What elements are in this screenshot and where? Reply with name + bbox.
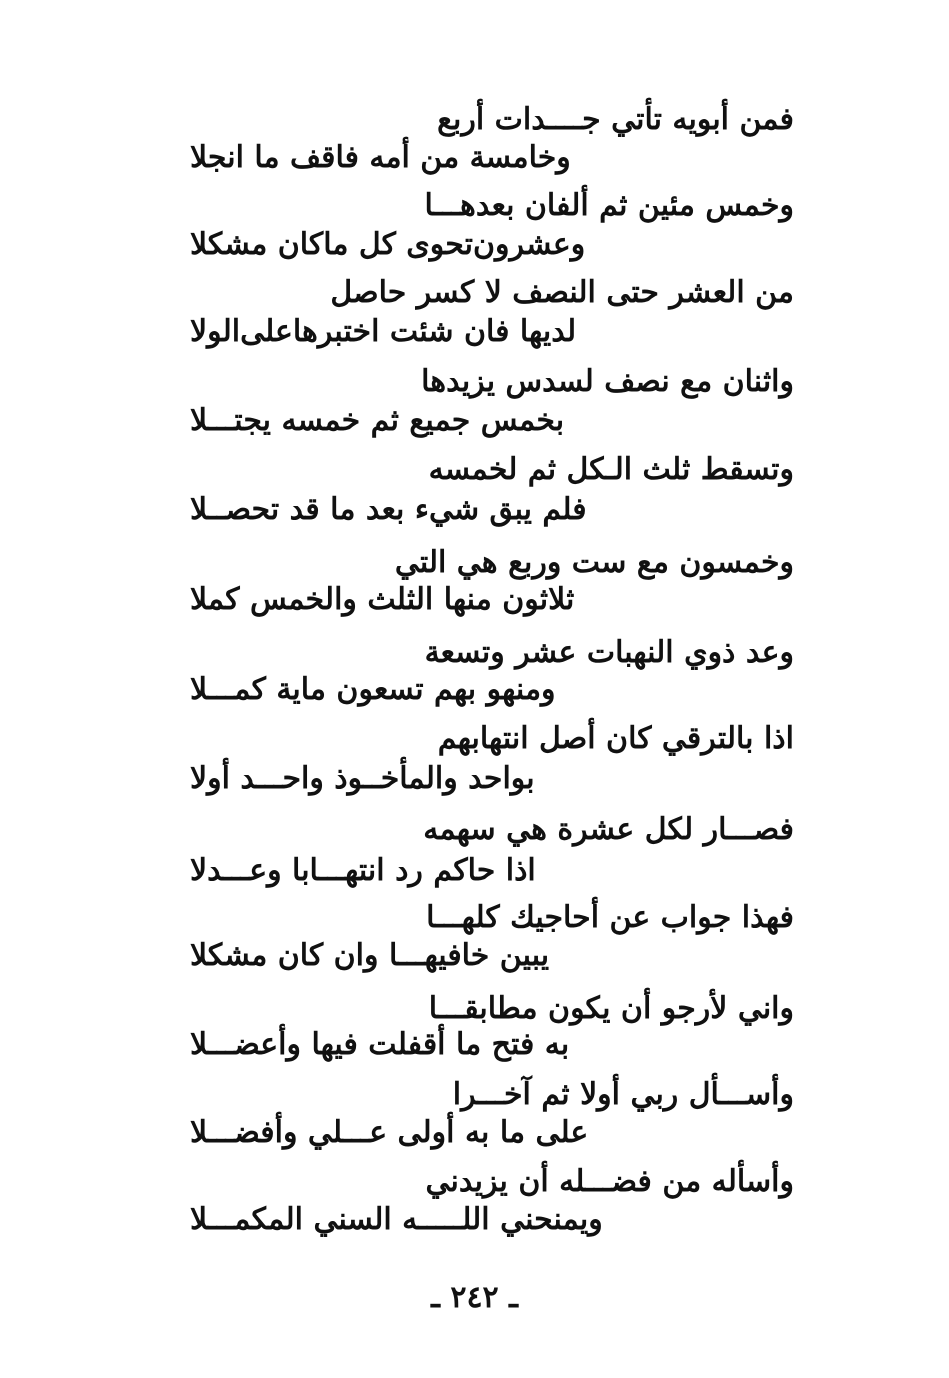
verse-7-first-hemistich: وعد ذوي النهبات عشر وتسعة	[424, 635, 794, 670]
verse-8-second-hemistich: بواحد والمأخــوذ واحـــد أولا	[190, 761, 535, 796]
verse-10-second-hemistich: يبين خافيهـــا وان كان مشكلا	[190, 938, 550, 973]
verse-12-second-hemistich: على ما به أولى عـــلي وأفضـــلا	[190, 1115, 589, 1150]
verse-13-second-hemistich: ويمنحني اللـــــه السني المكمـــلا	[190, 1202, 603, 1237]
verse-13-first-hemistich: وأسأله من فضـــله أن يزيدني	[425, 1164, 794, 1199]
verse-11-second-hemistich: به فتح ما أقفلت فيها وأعضـــلا	[190, 1027, 570, 1062]
verse-4-first-hemistich: واثنان مع نصف لسدس يزيدها	[421, 364, 794, 399]
verse-9-first-hemistich: فصـــار لكل عشرة هي سهمه	[423, 812, 794, 847]
verse-1-first-hemistich: فمن أبويه تأتي جــــدات أربع	[437, 102, 794, 137]
verse-5-second-hemistich: فلم يبق شيء بعد ما قد تحصــلا	[190, 492, 587, 527]
verse-2-first-hemistich: وخمس مئين ثم ألفان بعدهـــا	[424, 188, 794, 223]
page-number: ـ ٢٤٢ ـ	[431, 1280, 518, 1315]
verse-9-second-hemistich: اذا حاكم رد انتهـــابا وعـــدلا	[190, 853, 536, 888]
verse-8-first-hemistich: اذا بالترقي كان أصل انتهابهم	[437, 721, 794, 756]
verse-3-first-hemistich: من العشر حتى النصف لا كسر حاصل	[330, 275, 794, 310]
verse-5-first-hemistich: وتسقط ثلث الـكل ثم لخمسه	[428, 452, 794, 487]
verse-1-second-hemistich: وخامسة من أمه فاقف ما انجلا	[190, 140, 571, 175]
verse-2-second-hemistich: وعشرون‌تحوى كل ماكان مشكلا	[190, 227, 586, 262]
verse-7-second-hemistich: ومنهو بهم تسعون ماية كمـــلا	[190, 672, 556, 707]
verse-6-second-hemistich: ثلاثون منها الثلث والخمس كملا	[190, 582, 575, 617]
verse-6-first-hemistich: وخمسون مع ست وربع هي التي	[394, 545, 794, 580]
verse-11-first-hemistich: واني لأرجو أن يكون مطابقـــا	[428, 991, 794, 1026]
verse-4-second-hemistich: بخمس جميع ثم خمسه يجتـــلا	[190, 403, 565, 438]
verse-3-second-hemistich: لديها فان شئت اختبرهاعلى‌الولا	[190, 314, 577, 349]
verse-12-first-hemistich: وأســـأل ربي أولا ثم آخـــرا	[452, 1077, 794, 1112]
verse-10-first-hemistich: فهذا جواب عن أحاجيك كلهـــا	[426, 900, 794, 935]
